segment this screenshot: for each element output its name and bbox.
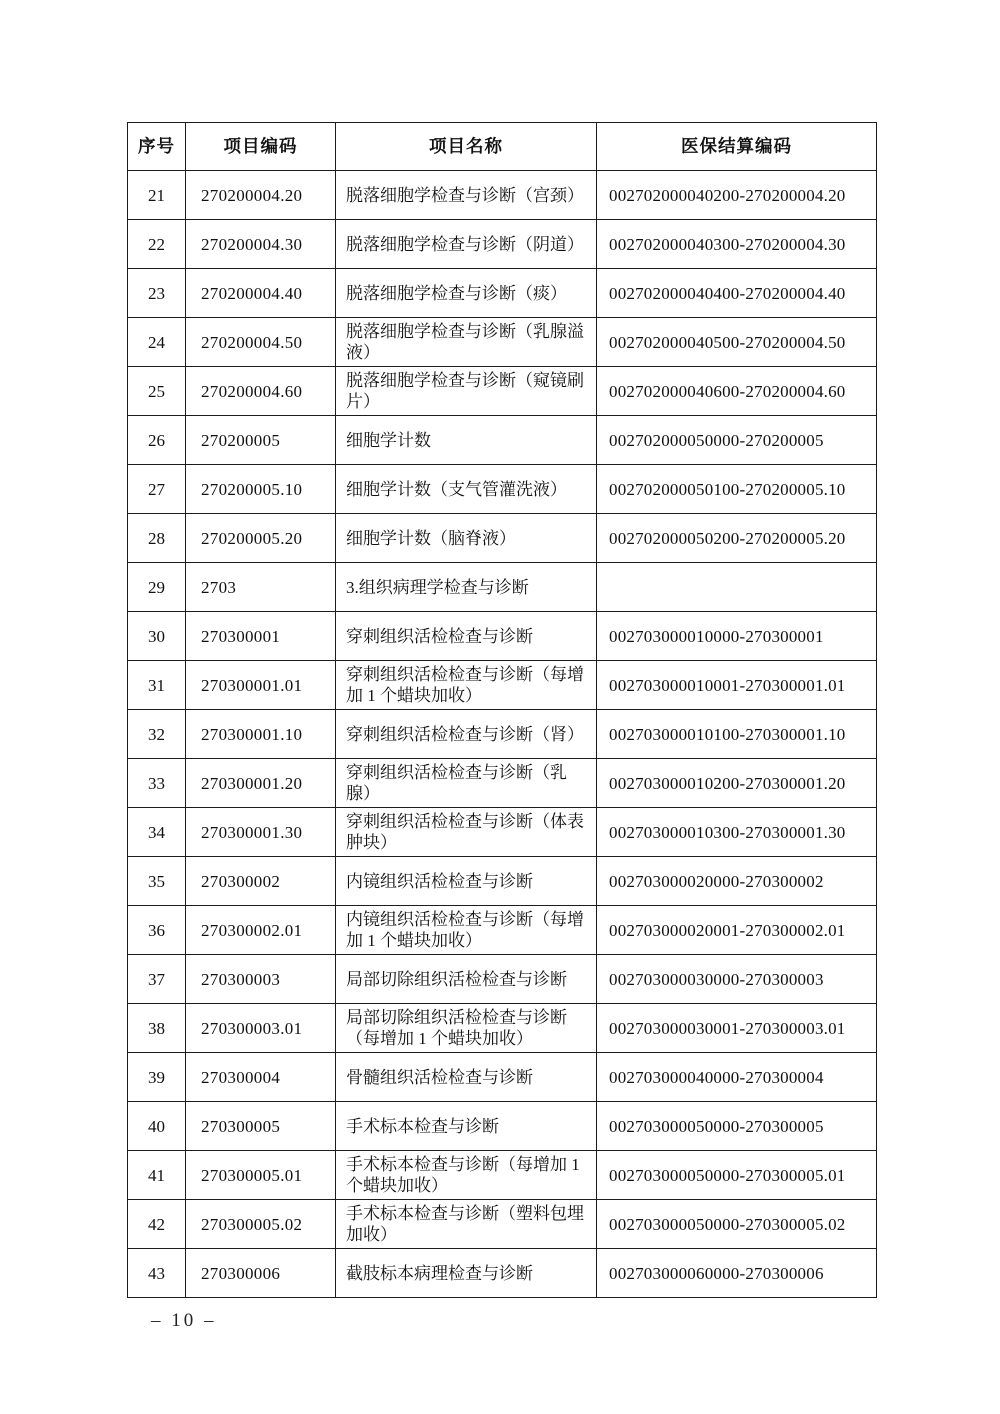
row-serial-number: 25 (128, 367, 186, 416)
row-serial-number: 28 (128, 514, 186, 563)
row-item-name: 细胞学计数 (336, 416, 597, 465)
row-item-code: 2703 (186, 563, 336, 612)
table-row (128, 465, 877, 514)
row-settlement-code: 002703000050000-270300005.01 (597, 1151, 877, 1200)
table-body (128, 171, 877, 1298)
row-item-code: 270200004.30 (186, 220, 336, 269)
row-item-name: 脱落细胞学检查与诊断（乳腺溢液） (336, 318, 597, 367)
row-serial-number: 26 (128, 416, 186, 465)
row-item-name: 手术标本检查与诊断（塑料包埋加收） (336, 1200, 597, 1249)
row-item-code: 270300001.01 (186, 661, 336, 710)
row-settlement-code: 002703000060000-270300006 (597, 1249, 877, 1298)
row-serial-number: 34 (128, 808, 186, 857)
row-item-code: 270200005.20 (186, 514, 336, 563)
table-row (128, 1004, 877, 1053)
row-settlement-code: 002703000010300-270300001.30 (597, 808, 877, 857)
row-item-name: 脱落细胞学检查与诊断（痰） (336, 269, 597, 318)
table-row (128, 906, 877, 955)
row-settlement-code: 002703000040000-270300004 (597, 1053, 877, 1102)
row-settlement-code: 002702000040300-270200004.30 (597, 220, 877, 269)
row-item-name: 脱落细胞学检查与诊断（阴道） (336, 220, 597, 269)
table-row (128, 367, 877, 416)
row-item-code: 270300001.10 (186, 710, 336, 759)
row-item-code: 270300003.01 (186, 1004, 336, 1053)
page-number: – 10 – (151, 1310, 217, 1331)
table-row (128, 416, 877, 465)
table-row (128, 955, 877, 1004)
row-item-name: 穿刺组织活检检查与诊断（每增加 1 个蜡块加收） (336, 661, 597, 710)
row-item-code: 270300002.01 (186, 906, 336, 955)
row-settlement-code: 002702000050000-270200005 (597, 416, 877, 465)
table-row (128, 710, 877, 759)
row-item-name: 局部切除组织活检检查与诊断（每增加 1 个蜡块加收） (336, 1004, 597, 1053)
row-serial-number: 38 (128, 1004, 186, 1053)
row-settlement-code: 002703000010200-270300001.20 (597, 759, 877, 808)
row-settlement-code: 002702000040500-270200004.50 (597, 318, 877, 367)
row-serial-number: 24 (128, 318, 186, 367)
row-settlement-code: 002703000030000-270300003 (597, 955, 877, 1004)
header-item-code: 项目编码 (186, 123, 336, 171)
row-item-code: 270300001 (186, 612, 336, 661)
row-serial-number: 33 (128, 759, 186, 808)
row-serial-number: 35 (128, 857, 186, 906)
header-settlement-code: 医保结算编码 (597, 123, 877, 171)
row-serial-number: 40 (128, 1102, 186, 1151)
row-item-code: 270300006 (186, 1249, 336, 1298)
table-row (128, 1200, 877, 1249)
table-row (128, 1053, 877, 1102)
row-item-name: 内镜组织活检检查与诊断（每增加 1 个蜡块加收） (336, 906, 597, 955)
row-item-code: 270300004 (186, 1053, 336, 1102)
row-item-code: 270200004.40 (186, 269, 336, 318)
row-settlement-code: 002702000050200-270200005.20 (597, 514, 877, 563)
row-item-code: 270300005 (186, 1102, 336, 1151)
row-item-name: 骨髓组织活检检查与诊断 (336, 1053, 597, 1102)
row-settlement-code: 002703000020001-270300002.01 (597, 906, 877, 955)
row-item-name: 穿刺组织活检检查与诊断（肾） (336, 710, 597, 759)
row-serial-number: 41 (128, 1151, 186, 1200)
row-serial-number: 39 (128, 1053, 186, 1102)
table-row (128, 759, 877, 808)
row-serial-number: 23 (128, 269, 186, 318)
table-row (128, 1102, 877, 1151)
table-row (128, 808, 877, 857)
row-serial-number: 37 (128, 955, 186, 1004)
row-item-name: 穿刺组织活检检查与诊断（体表肿块） (336, 808, 597, 857)
row-item-name: 内镜组织活检检查与诊断 (336, 857, 597, 906)
row-item-code: 270200005 (186, 416, 336, 465)
row-item-code: 270200005.10 (186, 465, 336, 514)
row-settlement-code: 002702000040200-270200004.20 (597, 171, 877, 220)
row-item-code: 270300001.20 (186, 759, 336, 808)
row-settlement-code: 002702000040600-270200004.60 (597, 367, 877, 416)
table-row (128, 318, 877, 367)
row-settlement-code: 002703000030001-270300003.01 (597, 1004, 877, 1053)
row-item-name: 穿刺组织活检检查与诊断（乳腺） (336, 759, 597, 808)
table-row (128, 563, 877, 612)
table-row (128, 857, 877, 906)
row-item-name: 3.组织病理学检查与诊断 (336, 563, 597, 612)
row-item-name: 穿刺组织活检检查与诊断 (336, 612, 597, 661)
row-item-code: 270200004.50 (186, 318, 336, 367)
medical-codes-table (127, 122, 877, 1298)
row-settlement-code: 002703000010001-270300001.01 (597, 661, 877, 710)
row-item-code: 270300003 (186, 955, 336, 1004)
row-item-code: 270200004.60 (186, 367, 336, 416)
row-serial-number: 36 (128, 906, 186, 955)
table-row (128, 1151, 877, 1200)
table-row (128, 612, 877, 661)
row-settlement-code: 002703000010100-270300001.10 (597, 710, 877, 759)
row-serial-number: 29 (128, 563, 186, 612)
row-item-name: 截肢标本病理检查与诊断 (336, 1249, 597, 1298)
row-item-name: 脱落细胞学检查与诊断（宫颈） (336, 171, 597, 220)
row-serial-number: 30 (128, 612, 186, 661)
row-serial-number: 21 (128, 171, 186, 220)
row-settlement-code: 002702000040400-270200004.40 (597, 269, 877, 318)
row-serial-number: 22 (128, 220, 186, 269)
row-serial-number: 43 (128, 1249, 186, 1298)
row-item-name: 手术标本检查与诊断（每增加 1 个蜡块加收） (336, 1151, 597, 1200)
header-item-name: 项目名称 (336, 123, 597, 171)
table-row (128, 171, 877, 220)
row-item-name: 细胞学计数（脑脊液） (336, 514, 597, 563)
row-settlement-code: 002703000050000-270300005.02 (597, 1200, 877, 1249)
row-item-name: 手术标本检查与诊断 (336, 1102, 597, 1151)
row-item-name: 细胞学计数（支气管灌洗液） (336, 465, 597, 514)
row-serial-number: 32 (128, 710, 186, 759)
row-serial-number: 31 (128, 661, 186, 710)
row-item-code: 270300005.02 (186, 1200, 336, 1249)
row-settlement-code: 002703000010000-270300001 (597, 612, 877, 661)
table-row (128, 269, 877, 318)
row-item-code: 270300005.01 (186, 1151, 336, 1200)
row-serial-number: 27 (128, 465, 186, 514)
header-serial-number: 序号 (128, 123, 186, 171)
row-item-name: 局部切除组织活检检查与诊断 (336, 955, 597, 1004)
table-row (128, 661, 877, 710)
row-item-code: 270200004.20 (186, 171, 336, 220)
table-row (128, 1249, 877, 1298)
row-settlement-code: 002703000050000-270300005 (597, 1102, 877, 1151)
table-row (128, 220, 877, 269)
row-settlement-code: 002703000020000-270300002 (597, 857, 877, 906)
table-header-row (128, 123, 877, 171)
table-row (128, 514, 877, 563)
row-item-code: 270300002 (186, 857, 336, 906)
row-item-name: 脱落细胞学检查与诊断（窥镜刷片） (336, 367, 597, 416)
row-item-code: 270300001.30 (186, 808, 336, 857)
row-settlement-code: 002702000050100-270200005.10 (597, 465, 877, 514)
row-settlement-code (597, 563, 877, 612)
row-serial-number: 42 (128, 1200, 186, 1249)
